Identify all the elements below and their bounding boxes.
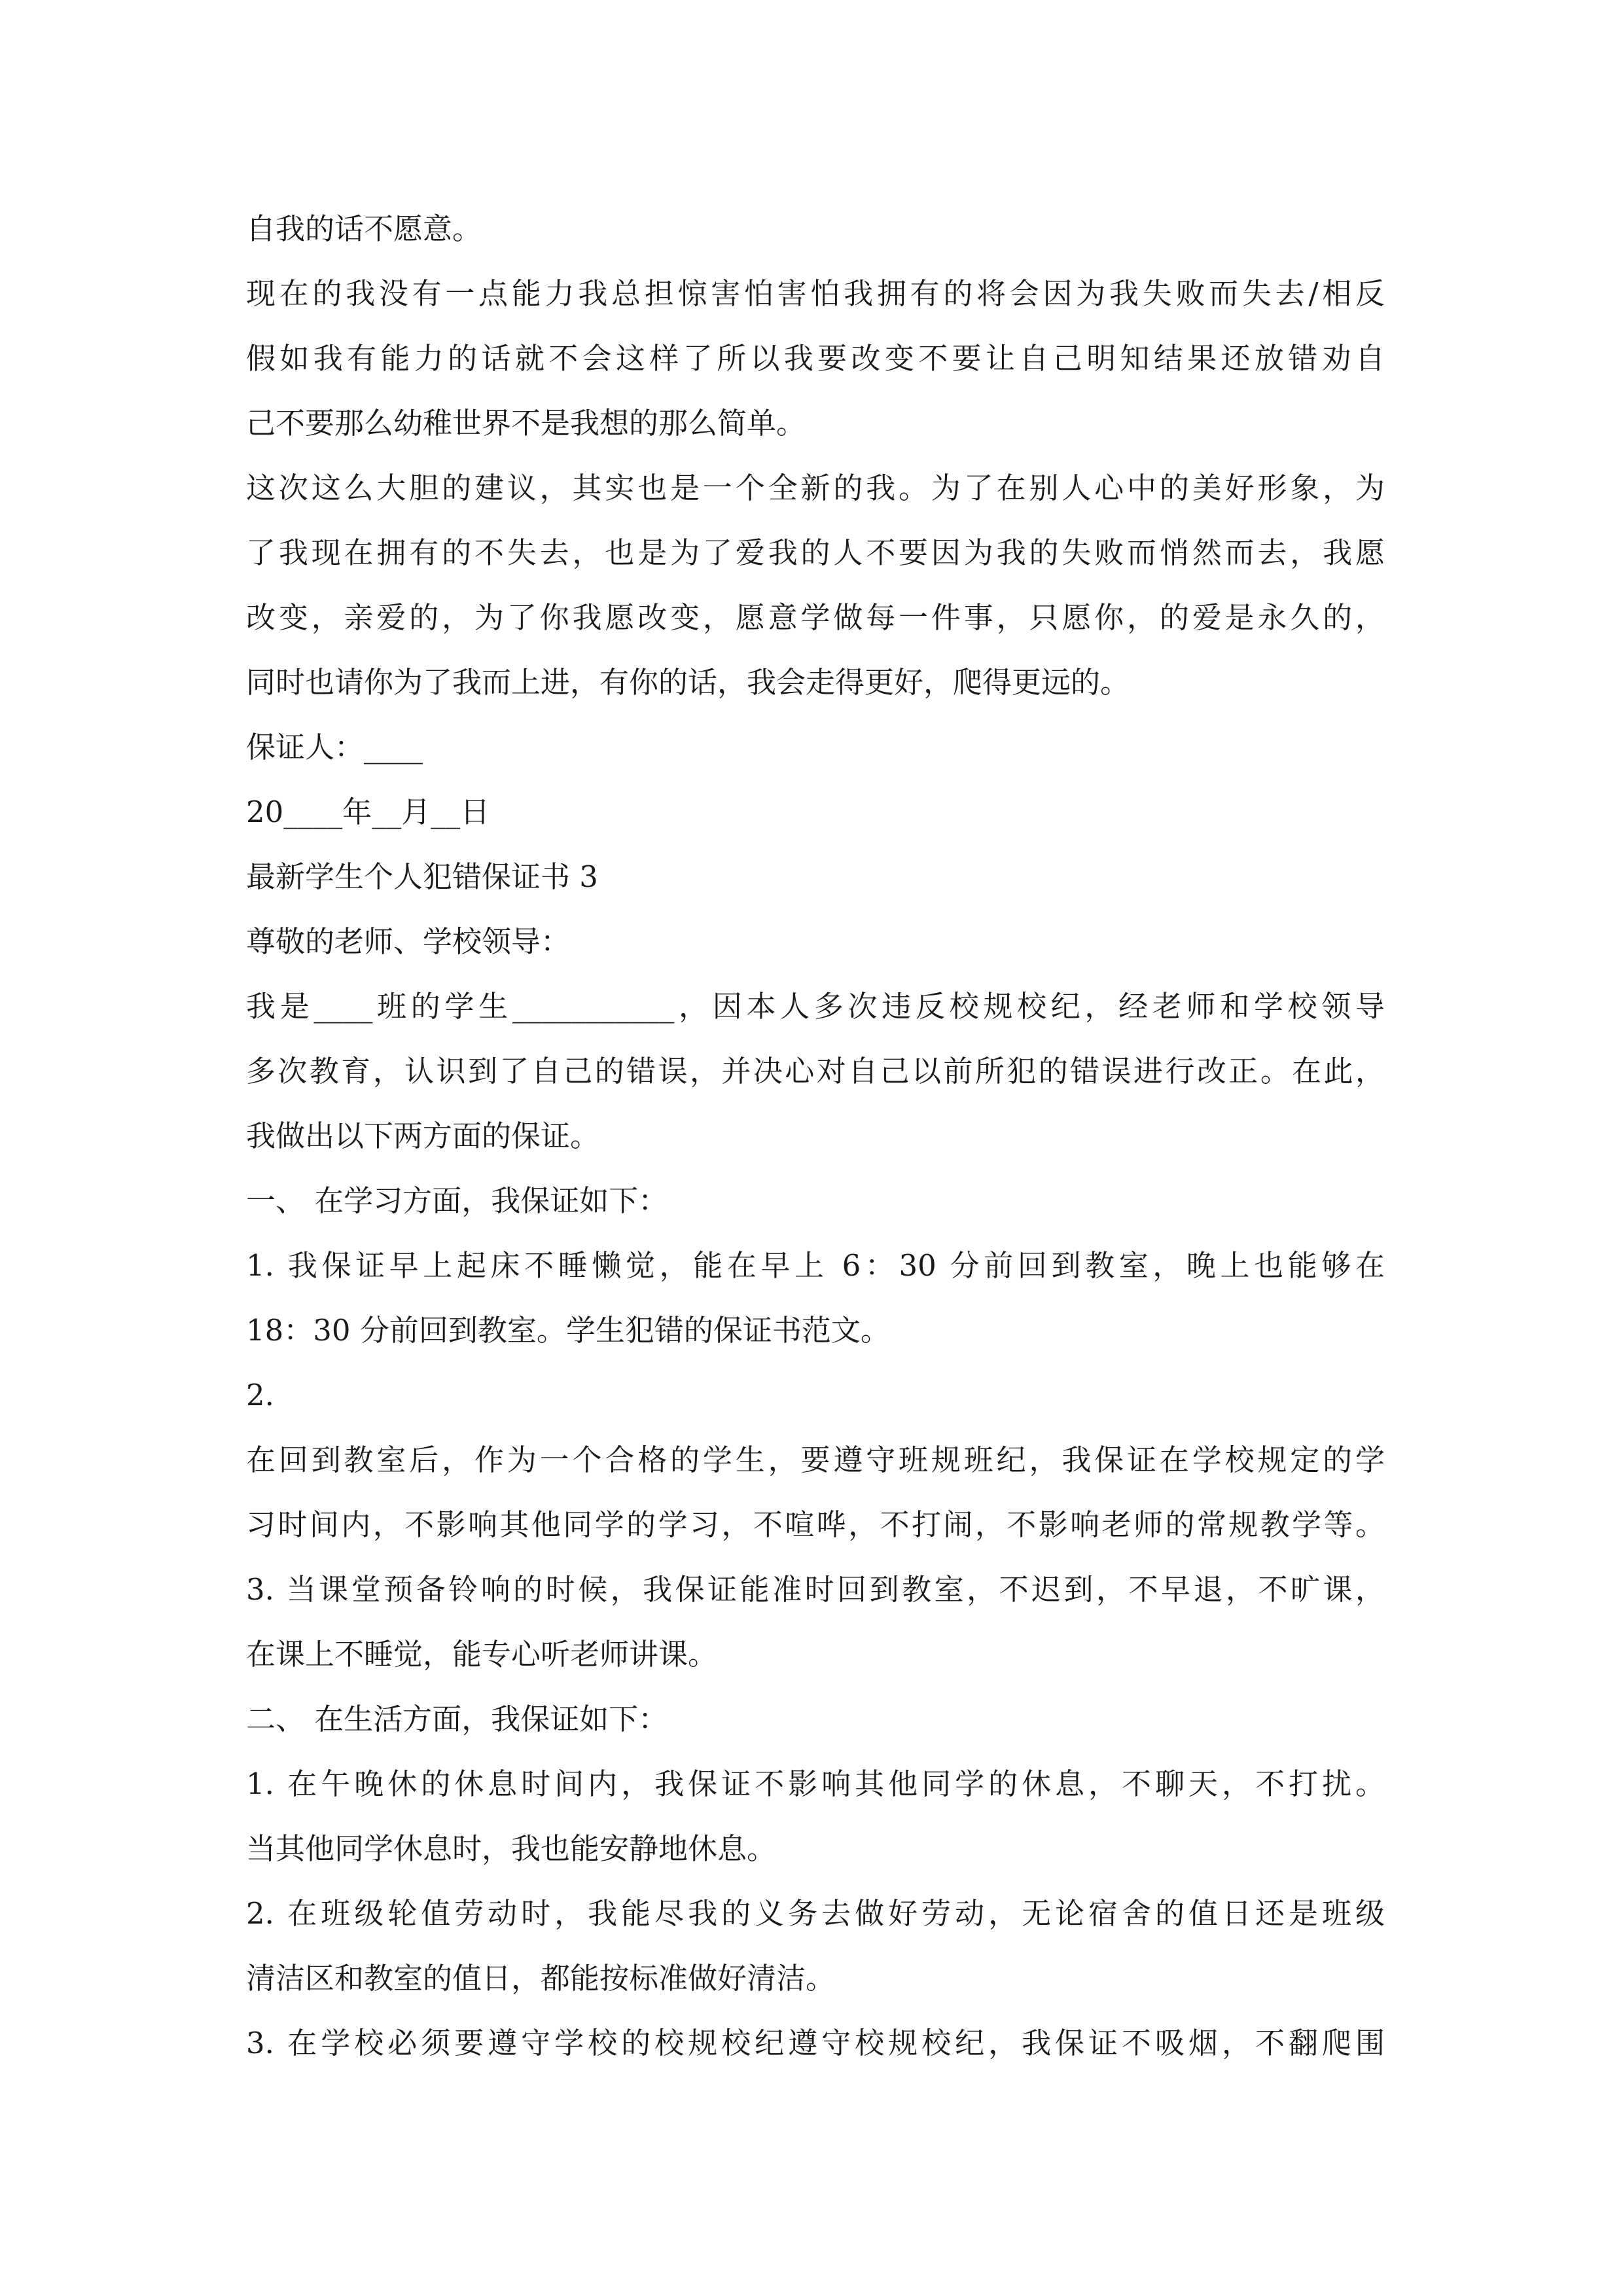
body-text-line: 假如我有能力的话就不会这样了所以我要改变不要让自己明知结果还放错劝自 — [246, 341, 1385, 376]
list-item-line: 在课上不睡觉，能专心听老师讲课。 — [246, 1637, 718, 1672]
section-heading: 一、 在学习方面，我保证如下： — [246, 1183, 668, 1218]
salutation: 尊敬的老师、学校领导： — [246, 924, 571, 959]
section-heading: 二、 在生活方面，我保证如下： — [246, 1702, 668, 1736]
list-item-line: 2. 在班级轮值劳动时，我能尽我的义务去做好劳动，无论宿舍的值日还是班级 — [246, 1896, 1385, 1931]
list-item-line: 3. 当课堂预备铃响的时候，我保证能准时回到教室，不迟到，不早退，不旷课， — [246, 1572, 1385, 1607]
body-text-line: 我是____班的学生___________，因本人多次违反校规校纪，经老师和学校领导 — [246, 989, 1385, 1024]
body-text-line: 自我的话不愿意。 — [246, 211, 482, 246]
body-text-line: 多次教育，认识到了自己的错误，并决心对自己以前所犯的错误进行改正。在此， — [246, 1054, 1385, 1088]
list-item-line: 3. 在学校必须要遵守学校的校规校纪遵守校规校纪，我保证不吸烟，不翻爬围 — [246, 2026, 1385, 2060]
list-item-line: 1. 我保证早上起床不睡懒觉，能在早上 6：30 分前回到教室，晚上也能够在 — [246, 1248, 1385, 1283]
guarantor-signature-line: 保证人：____ — [246, 730, 423, 764]
body-text-line: 己不要那么幼稚世界不是我想的那么简单。 — [246, 406, 806, 440]
list-item-line: 在回到教室后，作为一个合格的学生，要遵守班规班纪，我保证在学校规定的学 — [246, 1443, 1385, 1477]
document-page — [246, 196, 1385, 2075]
body-text-line: 这次这么大胆的建议，其实也是一个全新的我。为了在别人心中的美好形象，为 — [246, 471, 1385, 505]
list-item-line: 18：30 分前回到教室。学生犯错的保证书范文。 — [246, 1313, 890, 1348]
list-item-line: 当其他同学休息时，我也能安静地休息。 — [246, 1831, 777, 1866]
date-line: 20____年__月__日 — [246, 795, 490, 829]
body-text-line: 同时也请你为了我而上进，有你的话，我会走得更好，爬得更远的。 — [246, 665, 1130, 700]
list-item-line: 习时间内，不影响其他同学的学习，不喧哗，不打闹，不影响老师的常规教学等。 — [246, 1507, 1385, 1542]
list-item-number: 2. — [246, 1378, 274, 1412]
body-text-line: 我做出以下两方面的保证。 — [246, 1119, 600, 1153]
list-item-line: 1. 在午晚休的休息时间内，我保证不影响其他同学的休息，不聊天，不打扰。 — [246, 1767, 1385, 1801]
body-text-line: 改变，亲爱的，为了你我愿改变，愿意学做每一件事，只愿你，的爱是永久的， — [246, 600, 1385, 635]
section-title: 最新学生个人犯错保证书 3 — [246, 859, 598, 894]
body-text-line: 现在的我没有一点能力我总担惊害怕害怕我拥有的将会因为我失败而失去/相反 — [246, 276, 1385, 311]
body-text-line: 了我现在拥有的不失去，也是为了爱我的人不要因为我的失败而悄然而去，我愿 — [246, 535, 1385, 570]
list-item-line: 清洁区和教室的值日，都能按标准做好清洁。 — [246, 1961, 836, 1996]
